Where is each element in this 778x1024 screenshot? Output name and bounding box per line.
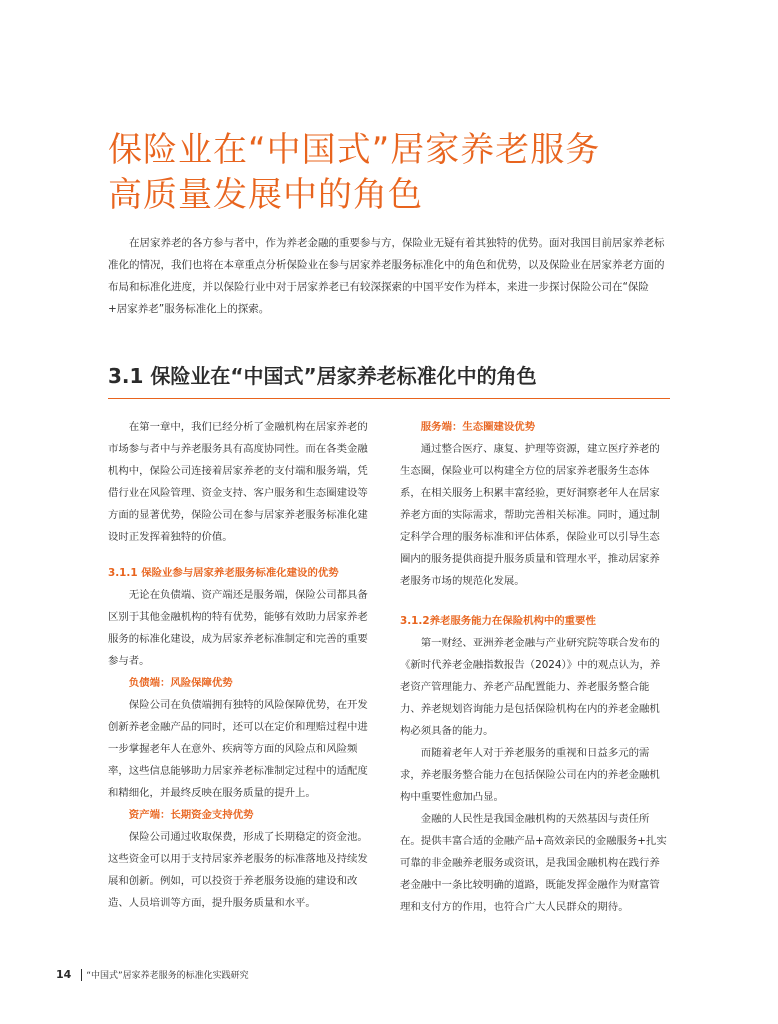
page-number: 14	[56, 968, 72, 981]
body-paragraph: 保险公司通过收取保费，形成了长期稳定的资金池。这些资金可以用于支持居家养老服务的标准落地及持续发展和创新。例如，可以投资于养老服务设施的建设和改造、人员培训等方面，提升服务质量和水平。	[108, 831, 368, 909]
right-column	[400, 416, 670, 918]
subsection-heading: 3.1.2养老服务能力在保险机构中的重要性	[400, 615, 596, 627]
section-divider	[108, 398, 670, 399]
chapter-title-line-1: 保险业在“中国式”居家养老服务	[108, 130, 601, 170]
topic-label: 负债端：风险保障优势	[128, 677, 233, 689]
topic-label: 服务端：生态圈建设优势	[420, 421, 536, 433]
running-title: “中国式”居家养老服务的标准化实践研究	[86, 971, 249, 981]
body-paragraph: 而随着老年人对于养老服务的重视和日益多元的需求，养老服务整合能力在包括保险公司在内的养老金融机构中重要性愈加凸显。	[400, 747, 660, 803]
left-column	[108, 416, 378, 914]
body-paragraph: 在第一章中，我们已经分析了金融机构在居家养老的市场参与者中与养老服务具有高度协同性。而在各类金融机构中，保险公司连接着居家养老的支付端和服务端，凭借行业在风险管理、资金支持、客户服务和生态圈建设等方面的显著优势，保险公司在参与居家养老服务标准化建设时正发挥着独特的价值。	[108, 421, 368, 543]
topic-label: 资产端：长期资金支持优势	[128, 809, 254, 821]
body-paragraph: 无论在负债端、资产端还是服务端，保险公司都具备区别于其他金融机构的特有优势，能够有效助力居家养老服务的标准化建设，成为居家养老标准制定和完善的重要参与者。	[108, 589, 368, 667]
subsection-heading: 3.1.1 保险业参与居家养老服务标准化建设的优势	[108, 567, 339, 579]
intro-paragraph: 在居家养老的各方参与者中，作为养老金融的重要参与方，保险业无疑有着其独特的优势。面对我国目前居家养老标准化的情况，我们也将在本章重点分析保险业在参与居家养老服务标准化中的角色和优势，以及保险业在居家养老方面的布局和标准化进度，并以保险行业中对于居家养老已有较深探索的中国平安作为样本，来进一步探讨保险公司在“保险+居家养老”服务标准化上的探索。	[108, 237, 665, 315]
body-paragraph: 通过整合医疗、康复、护理等资源，建立医疗养老的生态圈，保险业可以构建全方位的居家养老服务生态体系，在相关服务上积累丰富经验，更好洞察老年人在居家养老方面的实际需求，帮助完善相关标准。同时，通过制定科学合理的服务标准和评估体系，保险业可以引导生态圈内的服务提供商提升服务质量和管理水平，推动居家养老服务市场的规范化发展。	[400, 443, 660, 587]
section-heading: 3.1 保险业在“中国式”居家养老标准化中的角色	[108, 364, 537, 388]
page-footer	[56, 968, 249, 981]
body-paragraph: 第一财经、亚洲养老金融与产业研究院等联合发布的《新时代养老金融指数报告（2024）》中的观点认为，养老资产管理能力、养老产品配置能力、养老服务整合能力、养老规划咨询能力是包括保险机构在内的养老金融机构必须具备的能力。	[400, 637, 661, 737]
chapter-title-line-2: 高质量发展中的角色	[108, 175, 423, 215]
body-paragraph: 保险公司在负债端拥有独特的风险保障优势，在开发创新养老金融产品的同时，还可以在定价和理赔过程中进一步掌握老年人在意外、疾病等方面的风险点和风险频率，这些信息能够助力居家养老标准制定过程中的适配度和精细化，并最终反映在服务质量的提升上。	[108, 699, 368, 799]
body-paragraph: 金融的人民性是我国金融机构的天然基因与责任所在。提供丰富合适的金融产品+高效亲民的金融服务+扎实可靠的非金融养老服务或资讯，是我国金融机构在践行养老金融中一条比较明确的道路，既能发挥金融作为财富管理和支付方的作用，也符合广大人民群众的期待。	[400, 813, 667, 913]
chapter-title	[108, 128, 708, 218]
footer-divider	[81, 969, 82, 981]
